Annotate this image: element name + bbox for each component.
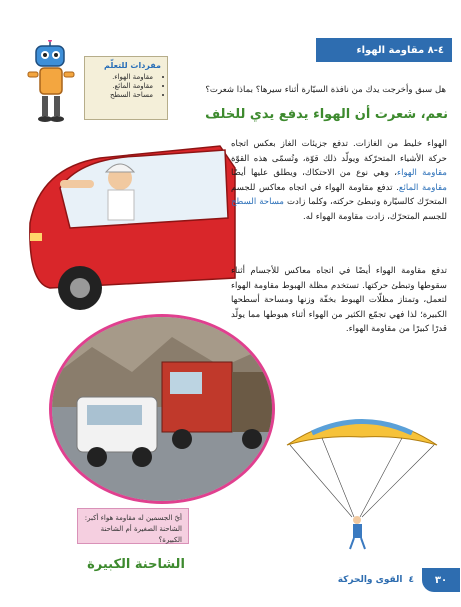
intro-question: هل سبق وأخرجت يدك من نافذة السيّارة أثناء سيرها؟ بماذا شعرت؟ [205,85,446,95]
chapter-number: ٤ [408,575,414,585]
paragraph-text: للجسم المتحرّك، زادت مقاومة الهواء له. [303,211,447,222]
footer [210,568,460,592]
question-box: أيّ الجسمين له مقاومة هواء أكبر: الشاحنة الصغيرة أم الشاحنة الكبيرة؟ [77,508,189,544]
term-surface-area: مساحة السطح [231,197,285,208]
handwritten-answer: نعم، شعرت أن الهواء يدفع يدي للخلف [205,107,448,122]
paragraph-text: . تدفع مقاومة الهواء في اتجاه معاكس للجسم المتحرّك كالسيّارة وتبطئ حركته، وكلما زادت [231,182,447,208]
handwritten-truck-answer: الشاحنة الكبيرة [87,557,185,572]
chapter-title: القوى والحركة [337,575,403,585]
paragraph-text: ، وهي نوع من الاحتكاك، ويطلق عليها أيضًا [231,168,398,179]
vocabulary-box [84,56,168,120]
paragraph-falling-objects: تدفع مقاومة الهواء أيضًا في اتجاه معاكس للأجسام أثناء سقوطها وتبطئ حركتها. تستخدم مظلة الهبوط مقاومة الهواء لتعمل، وتمتاز مظلّات الهبوط بخفّة وزنها ومساحة أسطحها الكبيرة؛ لذا فهي تجمّع الكثير من الهواء أثناء هبوطها مما يولّد قدرًا كبيرًا من مقاومة الهواء. [231,266,447,335]
vocabulary-list [91,73,161,99]
paragraph-air-resistance [231,137,447,225]
page-number-tab [422,568,460,592]
parachute-illustration [282,405,442,555]
section-title: ٤-٨ مقاومة الهواء [356,44,444,56]
vocabulary-item: • مساحة السطح [91,91,153,99]
trucks-scene [52,317,275,504]
chapter-label [338,575,414,585]
term-fluid-resistance: مقاومة المائع [398,182,447,193]
vocabulary-title: مفردات للتعلّم [104,61,161,70]
vocabulary-item: • مقاومة المائع. [91,82,153,90]
car-illustration [20,128,240,313]
term-air-resistance: مقاومة الهواء [397,168,447,179]
page-number: ٣٠ [434,574,448,586]
paragraph-text: الهواء خليط من الغازات. تدفع جزيئات الغاز بعكس اتجاه حركة الأشياء المتحرّكة ويولّد ذلك قوّة، وتُسمّى هذه القوّة [231,139,447,164]
section-header-bar [316,38,452,62]
robot-mascot-illustration [22,40,80,126]
vocabulary-item: • مقاومة الهواء. [91,73,153,81]
trucks-photo [49,314,275,504]
